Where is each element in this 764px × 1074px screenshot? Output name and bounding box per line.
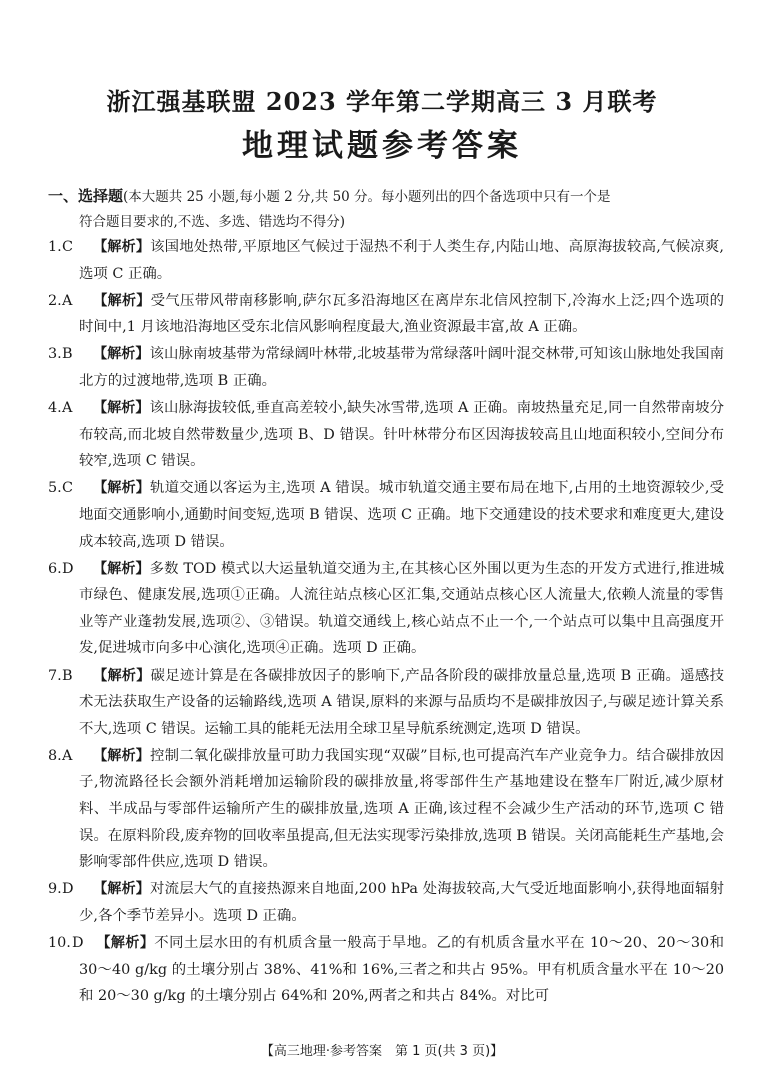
item-answer: D [62,560,74,577]
answer-item [48,234,724,287]
analysis-text: 该山脉海拔较低,垂直高差较小,缺失冰雪带,选项 A 正确。南坡热量充足,同一自然带南坡分布较高,而北坡自然带数量少,选项 B、D 错误。针叶林带分布区因海拔较高且山地面积较小,空间分布较窄,选项 C 错误。 [79,400,725,470]
analysis-text: 轨道交通以客运为主,选项 A 错误。城市轨道交通主要布局在地下,占用的土地资源较少,受地面交通影响小,通勤时间变短,选项 B 错误、选项 C 正确。地下交通建设的技术要求和难度更大,建设成本较高,选项 D 错误。 [79,480,724,550]
analysis-tag: 【解析】 [96,934,155,951]
analysis-text: 不同土层水田的有机质含量一般高于旱地。乙的有机质含量水平在 10～20、20～30和 30～40 g/kg 的土壤分别占 38%、41%和 16%,三者之和共占 95%。甲有机质含量水平在 10～20 和 20～30 g/kg 的土壤分别占 64%和 20%,两者之和共占 84%。对比可 [79,934,724,1005]
analysis-tag: 【解析】 [93,346,150,363]
answer-body [48,395,724,475]
item-number: 9. [48,881,62,898]
answer-body [48,288,724,341]
page-footer: 【高三地理·参考答案 第 1 页(共 3 页)】 [260,1044,504,1059]
answer-item [48,743,724,876]
item-number: 1. [48,239,62,255]
section-instructions-2: 符合题目要求的,不选、多选、错选均不得分) [79,214,346,230]
answer-body [48,234,724,287]
item-answer: B [62,667,73,684]
answer-body [48,475,724,555]
item-answer: C [62,480,74,497]
answer-body [48,930,724,1010]
analysis-text: 对流层大气的直接热源来自地面,200 hPa 处海拔较高,大气受近地面影响小,获得地面辐射少,各个季节差异小。选项 D 正确。 [79,881,724,924]
analysis-text: 该国地处热带,平原地区气候过于湿热不利于人类生存,内陆山地、高原海拔较高,气候凉爽,选项 C 正确。 [79,239,724,282]
answer-item [48,876,724,929]
item-number: 7. [48,667,62,684]
section-heading: 一、选择题 [48,187,124,205]
item-number: 3. [48,346,62,363]
analysis-text: 多数 TOD 模式以大运量轨道交通为主,在其核心区外围以更为生态的开发方式进行,推进城市绿色、健康发展,选项①正确。人流往站点核心区汇集,交通站点核心区人流量大,依赖人流量的零售业等产业蓬勃发展,选项②、③错误。轨道交通线上,核心站点不止一个,一个站点可以集中且高强度开发,促进城市向多中心演化,选项④正确。选项 D 正确。 [79,560,725,657]
analysis-tag: 【解析】 [93,667,151,684]
item-number: 6. [48,560,62,577]
answer-body [48,876,724,929]
item-answer: D [72,934,84,951]
answer-list [48,234,724,1010]
item-answer: D [62,881,74,898]
analysis-text: 受气压带风带南移影响,萨尔瓦多沿海地区在离岸东北信风控制下,冷海水上泛;四个选项的时间中,1 月该地沿海地区受东北信风影响程度最大,渔业资源最丰富,故 A 正确。 [79,292,725,336]
answer-item [48,930,724,1010]
answer-body [48,341,724,394]
answer-item [48,288,724,341]
item-answer: A [62,747,73,764]
answer-item [48,663,724,743]
item-number: 8. [48,747,62,764]
answer-item [48,395,724,475]
item-answer: B [62,346,73,363]
item-number: 5. [48,480,62,497]
item-number: 4. [48,400,62,417]
answer-body [48,743,724,876]
answer-item [48,475,724,555]
analysis-tag: 【解析】 [93,239,151,255]
item-number: 2. [48,292,62,309]
analysis-text: 碳足迹计算是在各碳排放因子的影响下,产品各阶段的碳排放量总量,选项 B 正确。遥感技术无法获取生产设备的运输路线,选项 A 错误,原料的来源与品质均不是碳排放因子,与碳足迹计算关系不大,选项 C 错误。运输工具的能耗无法用全球卫星导航系统测定,选项 D 错误。 [79,667,724,737]
answer-item [48,556,724,662]
analysis-tag: 【解析】 [93,747,150,764]
analysis-tag: 【解析】 [93,560,150,577]
analysis-tag: 【解析】 [93,400,150,417]
item-answer: A [62,292,73,309]
exam-title: 浙江强基联盟 2023 学年第二学期高三 3 月联考 [106,87,658,116]
answer-body [48,663,724,743]
analysis-tag: 【解析】 [93,480,151,497]
analysis-text: 该山脉南坡基带为常绿阔叶林带,北坡基带为常绿落叶阔叶混交林带,可知该山脉地处我国南北方的过渡地带,选项 B 正确。 [79,346,724,389]
analysis-tag: 【解析】 [93,292,151,309]
answer-body [48,556,724,662]
section-instructions-1: (本大题共 25 小题,每小题 2 分,共 50 分。每小题列出的四个备选项中只有一个是 [123,189,611,205]
item-number: 10. [48,934,71,951]
analysis-text: 控制二氧化碳排放量可助力我国实现“双碳”目标,也可提高汽车产业竞争力。结合碳排放因子,物流路径长会额外消耗增加运输阶段的碳排放量,将零部件生产基地建设在整车厂附近,减少原材料、半成品与零部件运输所产生的碳排放量,选项 A 正确,该过程不会减少生产活动的环节,选项 C 错误。在原料阶段,废弃物的回收率虽提高,但无法实现零污染排放,选项 B 错误。关闭高能耗生产基地,会影响零部件供应,选项 D 错误。 [79,747,724,871]
answer-item [48,341,724,394]
item-answer: C [62,239,74,255]
item-answer: A [62,400,73,417]
section-header [48,184,724,235]
analysis-tag: 【解析】 [93,881,151,898]
document-subtitle: 地理试题参考答案 [242,128,522,164]
